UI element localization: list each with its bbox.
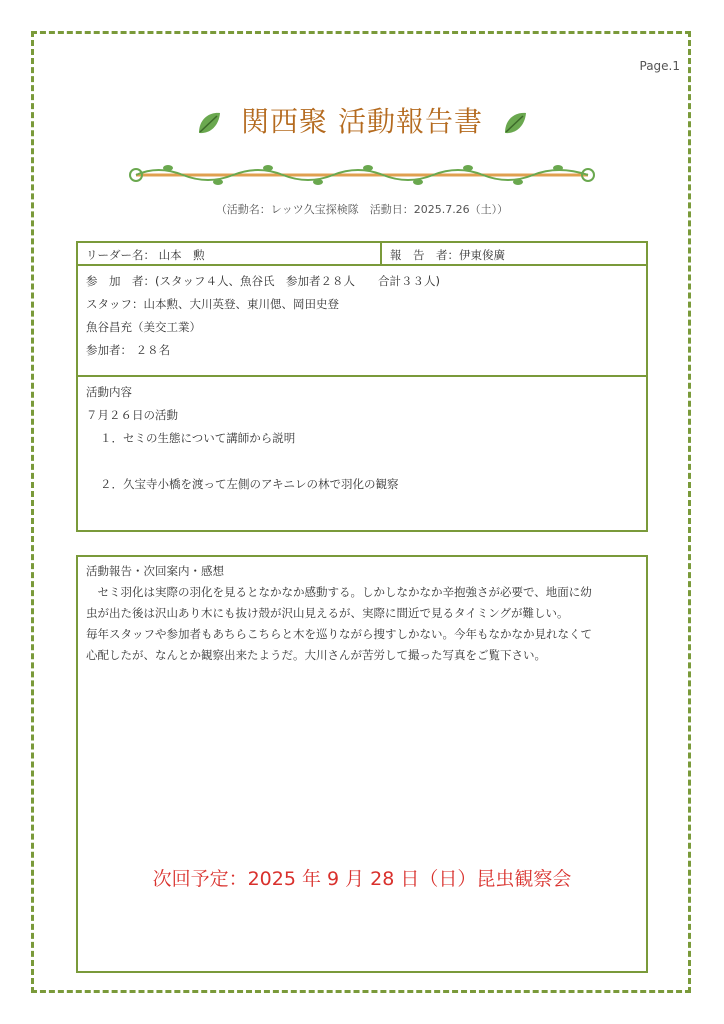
page-title [0,100,724,140]
participants-summary: 参 加 者：(スタッフ４人、魚谷氏 参加者２８人 合計３３人) [86,274,440,288]
next-event: 次回予定：2025 年 9 月 28 日（日）昆虫観察会 [152,868,572,890]
activity-date: ７月２６日の活動 [86,408,178,422]
reporter-name: 報 告 者：伊東俊廣 [390,248,505,262]
page-number: Page.1 [639,59,680,73]
participants-section [76,264,648,377]
activity-section [76,375,648,532]
report-heading: 活動報告・次回案内・感想 [86,564,224,578]
staff-list: スタッフ：山本勲、大川英登、東川偲、岡田史登 [86,297,339,311]
activity-item: ２．久宝寺小橋を渡って左側のアキニレの林で羽化の観察 [100,477,399,491]
title-text: 関西聚 活動報告書 [241,105,483,138]
report-section [76,555,648,973]
report-text-line: 虫が出た後は沢山あり木にも抜け殻が沢山見えるが、実際に間近で見るタイミングが難しい。 [86,606,569,620]
report-text-line: 心配したが、なんとか観察出来たようだ。大川さんが苦労して撮った写真をご覧下さい。 [86,648,546,662]
leader-reporter-row [76,241,648,266]
activity-heading: 活動内容 [86,385,132,399]
activity-item: １．セミの生態について講師から説明 [100,431,296,445]
vine-divider-icon [128,160,596,190]
leaf-icon [195,109,223,137]
report-text-line: セミ羽化は実際の羽化を見るとなかなか感動する。しかしなかなか辛抱強さが必要で、地面に幼 [86,585,592,599]
leader-name: リーダー名： 山本 勲 [78,243,382,264]
report-text-line: 毎年スタッフや参加者もあちらこちらと木を巡りながら捜すしかない。今年もなかなか見れなくて [86,627,592,641]
leaf-icon [501,109,529,137]
activity-subtitle: （活動名：レッツ久宝探検隊 活動日：2025.7.26（土）） [215,203,509,216]
guest-name: 魚谷昌充（美交工業） [86,320,201,334]
participant-count: 参加者： ２８名 [86,343,171,357]
